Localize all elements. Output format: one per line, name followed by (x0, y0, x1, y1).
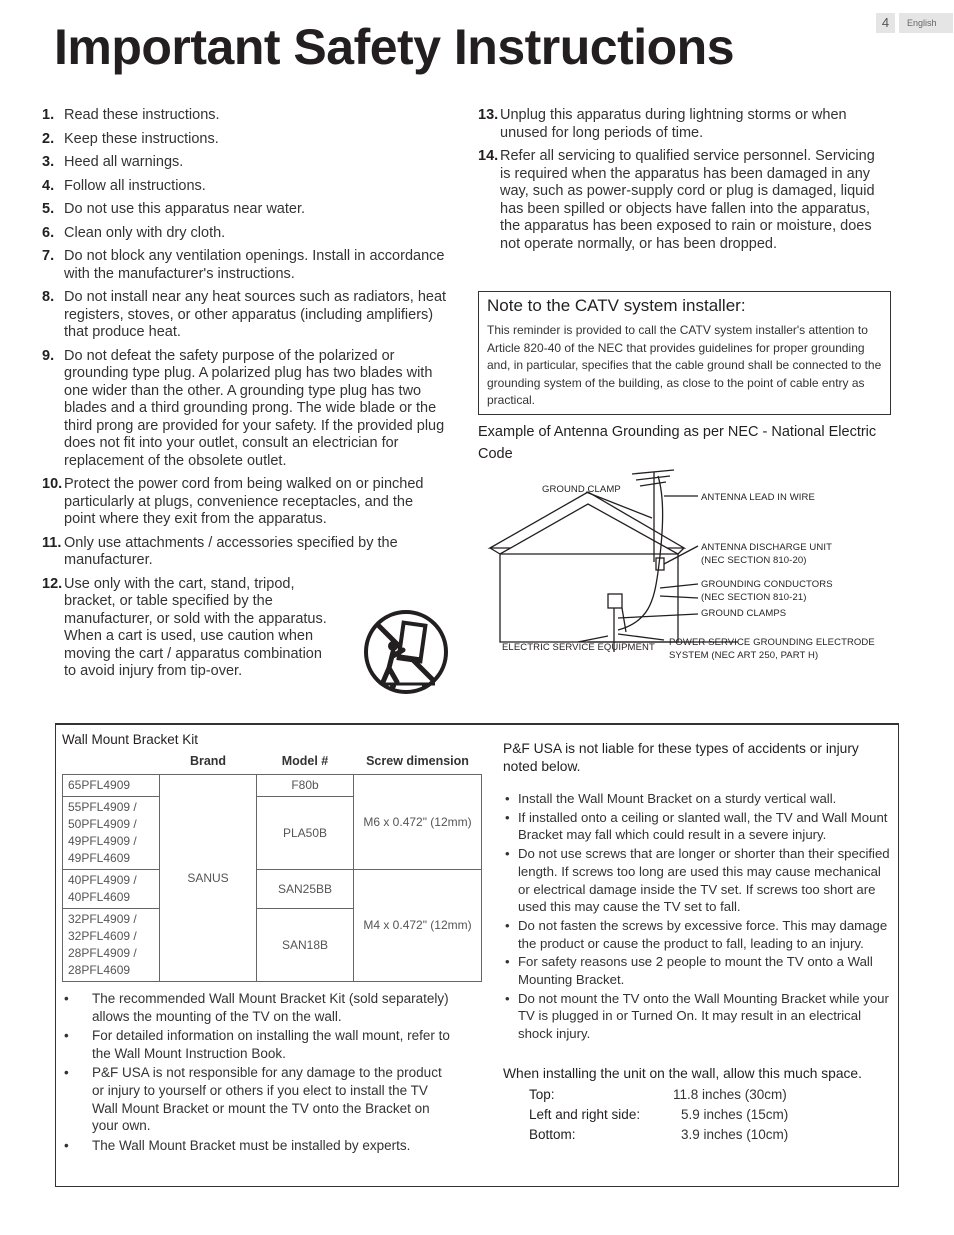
label-grounding-electrode: POWER SERVICE GROUNDING ELECTRODE (669, 637, 875, 648)
table-row: 55PFL4909 / 50PFL4909 / 49PFL4909 / 49PFL4609 PLA50B (63, 797, 482, 870)
list-item: • Do not use screws that are longer or shorter than their specified length. If screws too long are used this may cause mechanical or electrical damage inside the TV set. If screws too short are used this may cause the TV set to fall. (503, 845, 891, 916)
list-item: 14. Refer all servicing to qualified service personnel. Servicing is required when the apparatus has been damaged in any way, such as power-supply cord or plug is damaged, liquid has been spilled or objects have fallen into the apparatus, the apparatus has been exposed to rain or moisture, does not operate normally, or has been dropped. (478, 148, 875, 252)
label-electric-service: ELECTRIC SERVICE EQUIPMENT (502, 642, 655, 653)
table-row: 32PFL4909 / 32PFL4609 / 28PFL4909 / 28PFL4609 SAN18B (63, 909, 482, 982)
column-header: Model # (281, 754, 329, 768)
list-item: 10. Protect the power cord from being walked on or pinched particularly at plugs, convenience receptacles, and the point where they exit from the apparatus. (42, 476, 424, 527)
label-discharge-unit: ANTENNA DISCHARGE UNIT (701, 542, 832, 553)
liability-intro: P&F USA is not liable for these types of accidents or injury noted below. (503, 741, 859, 774)
clearance-bottom-value: 3.9 inches (10cm) (681, 1127, 789, 1142)
label-ground-clamps: GROUND CLAMPS (701, 608, 787, 619)
wall-mount-notes (62, 990, 452, 1156)
cart-tipover-warning-icon (363, 610, 449, 694)
language-label: English (899, 13, 953, 33)
list-item: • Do not mount the TV onto the Wall Mounting Bracket while your TV is plugged in or Turned On. It may result in an electrical shock injury. (503, 990, 891, 1043)
label-electrode-section: SYSTEM (NEC ART 250, PART H) (669, 650, 819, 661)
list-item: • P&F USA is not responsible for any damage to the product or injury to yourself or others if you elect to install the TV Wall Mount Bracket or mount the TV onto the Bracket on your own. (62, 1064, 452, 1134)
wall-mount-title: Wall Mount Bracket Kit (62, 732, 199, 747)
list-item: 5. Do not use this apparatus near water. (42, 201, 306, 217)
instructions-list-left (42, 107, 447, 687)
clearance-bottom-label: Bottom: (529, 1127, 576, 1142)
label-discharge-section: (NEC SECTION 810-20) (701, 555, 807, 566)
column-header: Screw dimension (366, 754, 469, 768)
catv-note-box (478, 291, 891, 415)
list-item: 7. Do not block any ventilation openings. Install in accordance with the manufacturer's instructions. (42, 248, 445, 282)
clearance-top-value: 11.8 inches (30cm) (673, 1087, 787, 1102)
clearance-title: When installing the unit on the wall, allow this much space. (503, 1066, 862, 1081)
clearance-top-label: Top: (529, 1087, 555, 1102)
page-number: 4 (876, 13, 895, 33)
list-item: • Install the Wall Mount Bracket on a sturdy vertical wall. (503, 790, 891, 808)
list-item: 6. Clean only with dry cloth. (42, 224, 226, 241)
label-ground-clamp: GROUND CLAMP (542, 484, 621, 495)
list-item: • Do not fasten the screws by excessive force. This may damage the product or cause the product to fall, leading to an injury. (503, 917, 891, 952)
list-item: • If installed onto a ceiling or slanted wall, the TV and Wall Mount Bracket may fall which could result in a severe injury. (503, 809, 891, 844)
list-item: 8. Do not install near any heat sources such as radiators, heat registers, stoves, or other apparatus (including amplifiers) that produce heat. (42, 289, 447, 340)
wall-mount-table (62, 752, 482, 982)
list-item: 4. Follow all instructions. (42, 177, 206, 194)
instructions-list-right (478, 107, 878, 259)
label-lead-in-wire: ANTENNA LEAD IN WIRE (701, 492, 815, 503)
catv-note-title: Note to the CATV system installer: (487, 296, 746, 315)
list-item: 9. Do not defeat the safety purpose of the polarized or grounding type plug. A polarized plug has two blades with one wider than the other. A grounding type plug has two blades and a third grounding prong. The wide blade or the third prong are provided for your safety. If the provided plug does not fit into your outlet, consult an electrician for replacement of the obsolete outlet. (42, 347, 445, 469)
list-item: • The Wall Mount Bracket must be installed by experts. (62, 1137, 452, 1155)
table-row: 40PFL4909 / 40PFL4609 SAN25BB M4 x 0.472" (12mm) (63, 870, 482, 909)
clearance-side-value: 5.9 inches (15cm) (681, 1107, 789, 1122)
list-item: 11. Only use attachments / accessories specified by the manufacturer. (42, 534, 398, 568)
list-item: 1. Read these instructions. (42, 107, 220, 123)
list-item: • The recommended Wall Mount Bracket Kit (sold separately) allows the mounting of the TV on the wall. (62, 990, 452, 1025)
page-title: Important Safety Instructions (54, 19, 735, 75)
list-item: 13. Unplug this apparatus during lightning storms or when unused for long periods of time. (478, 107, 847, 141)
list-item: • For detailed information on installing the wall mount, refer to the Wall Mount Instruction Book. (62, 1027, 452, 1062)
label-conductors-section: (NEC SECTION 810-21) (701, 592, 807, 603)
list-item: 2. Keep these instructions. (42, 130, 219, 147)
clearance-side-label: Left and right side: (529, 1107, 641, 1122)
liability-list (503, 790, 891, 1044)
brand-cell: SANUS (160, 775, 257, 982)
antenna-grounding-title: Example of Antenna Grounding as per NEC - National Electric Code (478, 424, 877, 462)
label-grounding-conductors: GROUNDING CONDUCTORS (701, 579, 833, 590)
catv-note-body: This reminder is provided to call the CATV system installer's attention to Article 820-40 of the NEC that provides guidelines for proper grounding and, in particular, specifies that the cable ground shall be connected to the grounding system of the building, as close to the point of cable entry as practical. (487, 323, 882, 408)
column-header: Brand (189, 754, 227, 768)
list-item: • For safety reasons use 2 people to mount the TV onto a Wall Mounting Bracket. (503, 953, 891, 988)
table-row: 65PFL4909 SANUS F80b M6 x 0.472" (12mm) (63, 775, 482, 797)
list-item: 3. Heed all warnings. (42, 154, 184, 170)
list-item: 12. Use only with the cart, stand, tripod, bracket, or table specified by the manufacturer, or sold with the apparatus. When a cart is used, use caution when moving the cart / apparatus combination to avoid injury from tip-over. (42, 575, 327, 679)
